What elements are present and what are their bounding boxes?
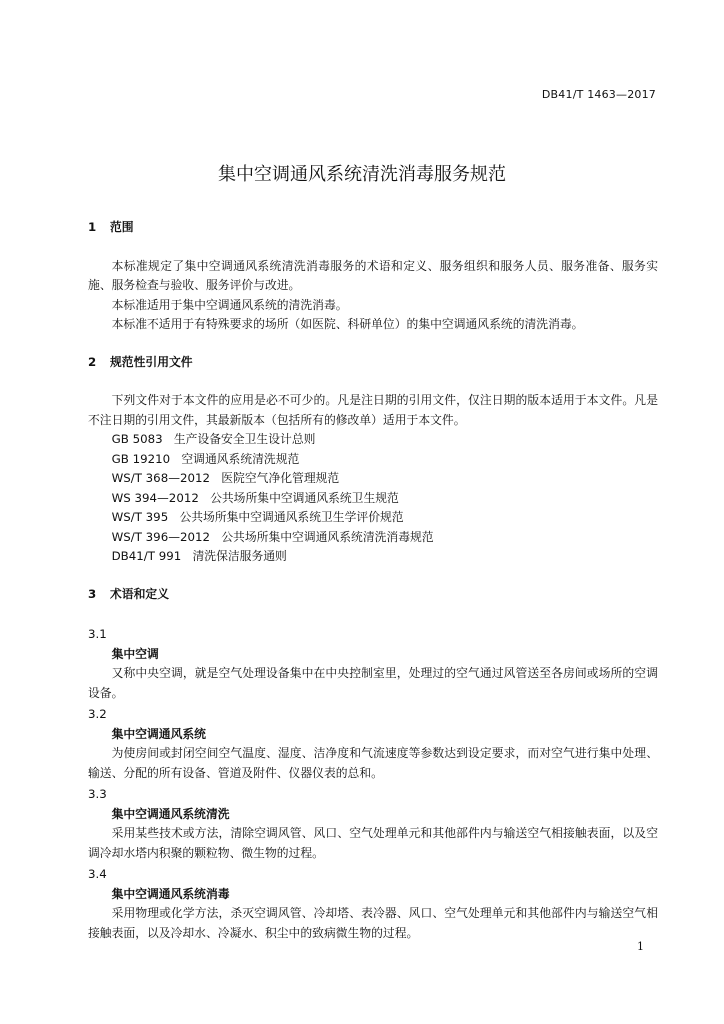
reference-item: GB 5083 生产设备安全卫生设计总则 xyxy=(111,432,316,446)
paragraph: 本标准不适用于有特殊要求的场所（如医院、科研单位）的集中空调通风系统的清洗消毒。 xyxy=(111,317,584,331)
reference-item: WS 394—2012 公共场所集中空调通风系统卫生规范 xyxy=(111,490,399,505)
reference-item: WS/T 396—2012 公共场所集中空调通风系统清洗消毒规范 xyxy=(111,529,434,544)
term-number: 3.4 xyxy=(88,867,107,881)
page-number: 1 xyxy=(637,940,644,953)
paragraph: 本标准适用于集中空调通风系统的清洗消毒。 xyxy=(111,297,348,312)
standard-code: DB41/T 1463—2017 xyxy=(541,88,656,101)
term-name: 集中空调通风系统 xyxy=(111,726,206,741)
reference-item: WS/T 395 公共场所集中空调通风系统卫生学评价规范 xyxy=(111,510,404,524)
section-title: 术语和定义 xyxy=(110,586,169,601)
term-number: 3.1 xyxy=(88,627,107,641)
reference-item: WS/T 368—2012 医院空气净化管理规范 xyxy=(111,471,340,485)
term-name: 集中空调通风系统消毒 xyxy=(111,886,230,901)
term-definition: 采用某些技术或方法，清除空调风管、风口、空气处理单元和其他部件内与输送空气相接触表面，以及空调冷却水塔内积聚的颗粒物、微生物的过程。 xyxy=(88,826,658,860)
term-definition: 又称中央空调，就是空气处理设备集中在中央控制室里，处理过的空气通过风管送至各房间或场所的空调设备。 xyxy=(88,666,658,700)
section-number: 3 xyxy=(88,586,97,601)
term-definition: 采用物理或化学方法，杀灭空调风管、冷却塔、表冷器、风口、空气处理单元和其他部件内与输送空气相接触表面，以及冷却水、冷凝水、积尘中的致病微生物的过程。 xyxy=(88,906,658,940)
term-number: 3.3 xyxy=(88,787,107,801)
section-2-heading xyxy=(88,353,658,373)
section-number: 2 xyxy=(88,354,97,369)
reference-item: DB41/T 991 清洗保洁服务通则 xyxy=(111,549,287,563)
term-name: 集中空调通风系统清洗 xyxy=(111,806,230,821)
section-number: 1 xyxy=(88,220,97,234)
section-title: 范围 xyxy=(110,220,134,234)
reference-item: GB 19210 空调通风系统清洗规范 xyxy=(111,451,300,466)
term-number: 3.2 xyxy=(88,707,107,721)
section-3-heading xyxy=(88,585,658,605)
paragraph: 下列文件对于本文件的应用是必不可少的。凡是注日期的引用文件，仅注日期的版本适用于本文件。凡是不注日期的引用文件，其最新版本（包括所有的修改单）适用于本文件。 xyxy=(88,393,658,427)
section-1-heading xyxy=(88,218,658,238)
document-title: 集中空调通风系统清洗消毒服务规范 xyxy=(218,164,506,185)
term-definition: 为使房间或封闭空间空气温度、湿度、洁净度和气流速度等参数达到设定要求，而对空气进行集中处理、输送、分配的所有设备、管道及附件、仪器仪表的总和。 xyxy=(88,746,658,780)
paragraph: 本标准规定了集中空调通风系统清洗消毒服务的术语和定义、服务组织和服务人员、服务准备、服务实施、服务检查与验收、服务评价与改进。 xyxy=(88,258,658,292)
term-name: 集中空调 xyxy=(111,646,159,661)
document-body xyxy=(88,218,658,943)
section-title: 规范性引用文件 xyxy=(110,354,193,369)
